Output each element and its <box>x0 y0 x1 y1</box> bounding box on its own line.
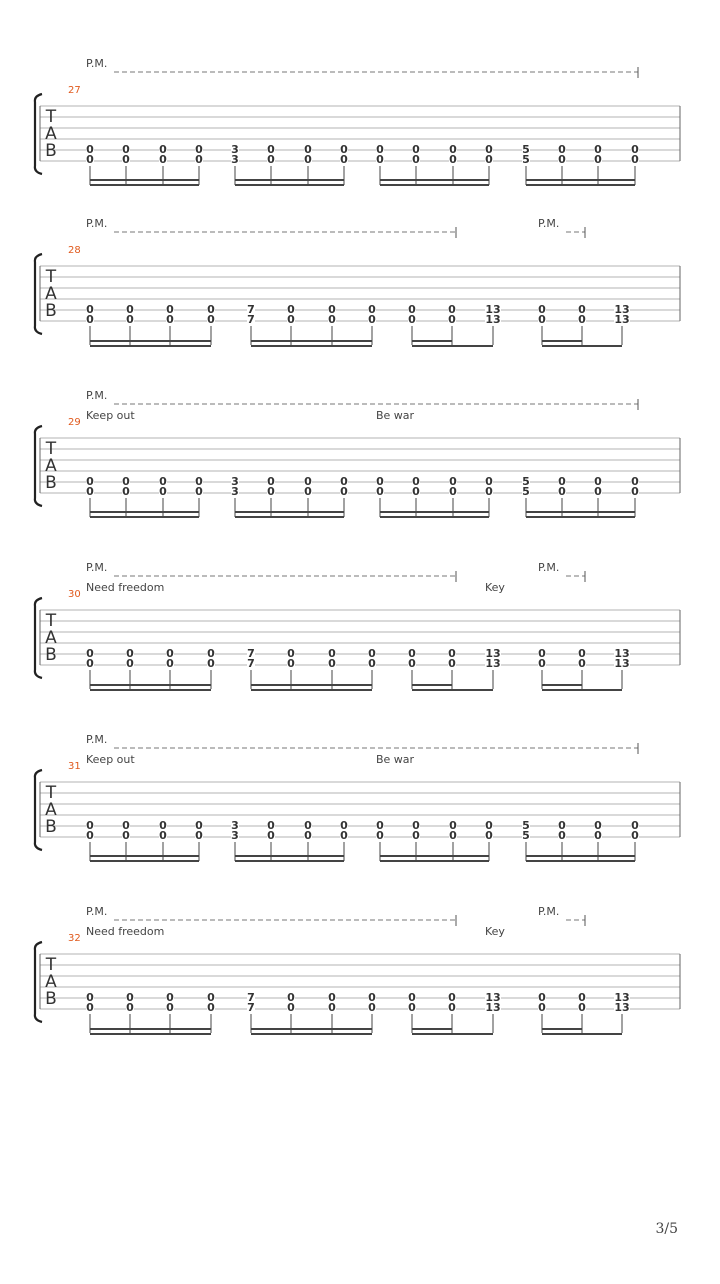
lyric-text: Be war <box>376 409 415 422</box>
fret-number: 0 <box>267 829 275 842</box>
fret-number: 0 <box>267 485 275 498</box>
fret-number: 0 <box>328 303 336 316</box>
fret-number: 13 <box>614 657 630 670</box>
fret-number: 0 <box>485 475 493 488</box>
tab-clef-letter: T <box>45 267 57 287</box>
fret-number: 0 <box>304 153 312 166</box>
fret-number: 0 <box>412 475 420 488</box>
fret-number: 0 <box>328 657 336 670</box>
fret-number: 0 <box>485 485 493 498</box>
fret-number: 0 <box>122 143 130 156</box>
fret-number: 0 <box>376 143 384 156</box>
fret-number: 3 <box>231 829 239 842</box>
fret-number: 0 <box>159 485 167 498</box>
fret-number: 0 <box>159 153 167 166</box>
fret-number: 0 <box>86 475 94 488</box>
lyric-text: Be war <box>376 753 415 766</box>
fret-number: 0 <box>195 153 203 166</box>
fret-number: 0 <box>485 819 493 832</box>
tab-clef-letter: A <box>45 972 57 992</box>
fret-number: 7 <box>247 1001 255 1014</box>
fret-number: 0 <box>449 829 457 842</box>
fret-number: 0 <box>86 819 94 832</box>
fret-number: 13 <box>485 647 501 660</box>
fret-number: 0 <box>594 143 602 156</box>
fret-number: 3 <box>231 485 239 498</box>
tab-system-29 <box>35 389 680 517</box>
fret-number: 0 <box>86 143 94 156</box>
tab-clef-letter: T <box>45 107 57 127</box>
tab-clef-letter: A <box>45 124 57 144</box>
fret-number: 5 <box>522 819 530 832</box>
fret-number: 0 <box>578 657 586 670</box>
fret-number: 0 <box>558 819 566 832</box>
fret-number: 0 <box>631 829 639 842</box>
fret-number: 0 <box>376 829 384 842</box>
fret-number: 0 <box>328 313 336 326</box>
fret-number: 0 <box>86 485 94 498</box>
fret-number: 0 <box>448 313 456 326</box>
fret-number: 0 <box>126 991 134 1004</box>
fret-number: 0 <box>449 485 457 498</box>
fret-number: 0 <box>122 153 130 166</box>
fret-number: 0 <box>449 475 457 488</box>
fret-number: 0 <box>126 303 134 316</box>
fret-number: 13 <box>485 1001 501 1014</box>
fret-number: 0 <box>376 153 384 166</box>
fret-number: 0 <box>340 819 348 832</box>
tab-system-28 <box>35 217 680 346</box>
fret-number: 13 <box>614 303 630 316</box>
fret-number: 0 <box>558 829 566 842</box>
palm-mute-label: P.M. <box>538 217 560 230</box>
fret-number: 0 <box>558 485 566 498</box>
fret-number: 0 <box>448 303 456 316</box>
page-number: 3/5 <box>655 1221 678 1237</box>
fret-number: 0 <box>86 303 94 316</box>
fret-number: 0 <box>126 647 134 660</box>
fret-number: 0 <box>207 303 215 316</box>
fret-number: 0 <box>412 485 420 498</box>
measure-number: 32 <box>68 933 81 944</box>
fret-number: 13 <box>485 657 501 670</box>
fret-number: 0 <box>448 991 456 1004</box>
fret-number: 0 <box>195 819 203 832</box>
fret-number: 0 <box>448 1001 456 1014</box>
fret-number: 0 <box>376 485 384 498</box>
fret-number: 0 <box>631 153 639 166</box>
fret-number: 0 <box>304 829 312 842</box>
fret-number: 0 <box>408 313 416 326</box>
tab-clef-letter: B <box>45 817 57 837</box>
fret-number: 0 <box>538 647 546 660</box>
fret-number: 5 <box>522 153 530 166</box>
fret-number: 5 <box>522 829 530 842</box>
palm-mute-label: P.M. <box>86 905 108 918</box>
tab-system-31 <box>35 733 680 861</box>
fret-number: 0 <box>122 475 130 488</box>
tab-clef-letter: T <box>45 611 57 631</box>
fret-number: 0 <box>287 991 295 1004</box>
fret-number: 0 <box>304 143 312 156</box>
fret-number: 0 <box>449 153 457 166</box>
fret-number: 0 <box>328 1001 336 1014</box>
fret-number: 0 <box>195 143 203 156</box>
fret-number: 0 <box>631 485 639 498</box>
fret-number: 0 <box>86 647 94 660</box>
fret-number: 0 <box>207 657 215 670</box>
fret-number: 13 <box>614 647 630 660</box>
palm-mute-label: P.M. <box>538 561 560 574</box>
fret-number: 0 <box>340 143 348 156</box>
fret-number: 0 <box>166 313 174 326</box>
fret-number: 0 <box>538 1001 546 1014</box>
fret-number: 0 <box>159 829 167 842</box>
measure-number: 28 <box>68 245 81 256</box>
fret-number: 7 <box>247 647 255 660</box>
fret-number: 0 <box>126 1001 134 1014</box>
fret-number: 0 <box>408 991 416 1004</box>
fret-number: 13 <box>485 991 501 1004</box>
tab-system-32 <box>35 905 680 1034</box>
fret-number: 0 <box>166 303 174 316</box>
fret-number: 0 <box>408 657 416 670</box>
fret-number: 0 <box>412 153 420 166</box>
tab-clef-letter: B <box>45 473 57 493</box>
fret-number: 13 <box>485 303 501 316</box>
tab-clef-letter: B <box>45 645 57 665</box>
fret-number: 0 <box>538 313 546 326</box>
lyric-text: Key <box>485 925 505 938</box>
fret-number: 0 <box>594 829 602 842</box>
fret-number: 0 <box>207 991 215 1004</box>
tab-clef-letter: B <box>45 141 57 161</box>
fret-number: 0 <box>594 485 602 498</box>
fret-number: 0 <box>376 819 384 832</box>
fret-number: 0 <box>558 475 566 488</box>
palm-mute-label: P.M. <box>86 389 108 402</box>
fret-number: 0 <box>86 313 94 326</box>
measure-number: 29 <box>68 417 81 428</box>
tab-system-27 <box>35 57 680 185</box>
tab-clef-letter: B <box>45 989 57 1009</box>
fret-number: 5 <box>522 475 530 488</box>
fret-number: 13 <box>614 991 630 1004</box>
fret-number: 13 <box>614 1001 630 1014</box>
fret-number: 0 <box>558 143 566 156</box>
fret-number: 0 <box>485 153 493 166</box>
fret-number: 0 <box>449 819 457 832</box>
fret-number: 0 <box>594 819 602 832</box>
fret-number: 0 <box>485 829 493 842</box>
palm-mute-label: P.M. <box>86 217 108 230</box>
fret-number: 3 <box>231 475 239 488</box>
fret-number: 0 <box>408 647 416 660</box>
fret-number: 0 <box>195 475 203 488</box>
fret-number: 0 <box>376 475 384 488</box>
lyric-text: Need freedom <box>86 925 165 938</box>
fret-number: 0 <box>449 143 457 156</box>
fret-number: 0 <box>408 1001 416 1014</box>
lyric-text: Need freedom <box>86 581 165 594</box>
fret-number: 0 <box>122 819 130 832</box>
fret-number: 0 <box>538 657 546 670</box>
fret-number: 0 <box>412 819 420 832</box>
fret-number: 0 <box>195 485 203 498</box>
fret-number: 0 <box>267 143 275 156</box>
fret-number: 0 <box>207 1001 215 1014</box>
fret-number: 0 <box>207 647 215 660</box>
palm-mute-label: P.M. <box>86 733 108 746</box>
fret-number: 7 <box>247 313 255 326</box>
fret-number: 0 <box>578 647 586 660</box>
palm-mute-label: P.M. <box>86 57 108 70</box>
fret-number: 0 <box>368 991 376 1004</box>
fret-number: 0 <box>159 819 167 832</box>
palm-mute-label: P.M. <box>538 905 560 918</box>
fret-number: 0 <box>195 829 203 842</box>
fret-number: 0 <box>166 657 174 670</box>
fret-number: 7 <box>247 657 255 670</box>
fret-number: 0 <box>578 303 586 316</box>
fret-number: 0 <box>594 475 602 488</box>
fret-number: 0 <box>408 303 416 316</box>
measure-number: 30 <box>68 589 81 600</box>
fret-number: 0 <box>578 313 586 326</box>
fret-number: 0 <box>578 991 586 1004</box>
tab-clef-letter: A <box>45 284 57 304</box>
lyric-text: Keep out <box>86 753 135 766</box>
fret-number: 0 <box>328 647 336 660</box>
measure-number: 31 <box>68 761 81 772</box>
fret-number: 0 <box>368 657 376 670</box>
fret-number: 0 <box>538 991 546 1004</box>
fret-number: 0 <box>448 647 456 660</box>
fret-number: 0 <box>578 1001 586 1014</box>
fret-number: 0 <box>304 485 312 498</box>
fret-number: 0 <box>287 657 295 670</box>
fret-number: 5 <box>522 485 530 498</box>
palm-mute-label: P.M. <box>86 561 108 574</box>
fret-number: 0 <box>631 143 639 156</box>
tab-clef-letter: T <box>45 783 57 803</box>
measure-number: 27 <box>68 85 81 96</box>
fret-number: 0 <box>304 819 312 832</box>
fret-number: 0 <box>631 819 639 832</box>
fret-number: 0 <box>340 829 348 842</box>
fret-number: 0 <box>368 1001 376 1014</box>
fret-number: 0 <box>207 313 215 326</box>
fret-number: 0 <box>267 819 275 832</box>
fret-number: 0 <box>86 991 94 1004</box>
fret-number: 7 <box>247 991 255 1004</box>
fret-number: 0 <box>86 153 94 166</box>
tab-clef-letter: B <box>45 301 57 321</box>
fret-number: 0 <box>340 485 348 498</box>
fret-number: 0 <box>166 1001 174 1014</box>
fret-number: 0 <box>340 475 348 488</box>
fret-number: 0 <box>412 143 420 156</box>
fret-number: 0 <box>166 647 174 660</box>
fret-number: 0 <box>86 657 94 670</box>
fret-number: 0 <box>328 991 336 1004</box>
tab-system-30 <box>35 561 680 690</box>
fret-number: 0 <box>287 1001 295 1014</box>
fret-number: 0 <box>485 143 493 156</box>
fret-number: 3 <box>231 143 239 156</box>
tab-clef-letter: T <box>45 439 57 459</box>
fret-number: 0 <box>631 475 639 488</box>
fret-number: 0 <box>448 657 456 670</box>
fret-number: 7 <box>247 303 255 316</box>
tab-clef-letter: A <box>45 456 57 476</box>
fret-number: 0 <box>558 153 566 166</box>
fret-number: 0 <box>122 829 130 842</box>
tab-clef-letter: A <box>45 800 57 820</box>
fret-number: 3 <box>231 819 239 832</box>
fret-number: 0 <box>86 1001 94 1014</box>
fret-number: 0 <box>86 829 94 842</box>
fret-number: 0 <box>267 153 275 166</box>
fret-number: 0 <box>340 153 348 166</box>
lyric-text: Key <box>485 581 505 594</box>
fret-number: 0 <box>126 313 134 326</box>
fret-number: 0 <box>412 829 420 842</box>
fret-number: 0 <box>287 647 295 660</box>
fret-number: 5 <box>522 143 530 156</box>
tab-clef-letter: T <box>45 955 57 975</box>
fret-number: 13 <box>614 313 630 326</box>
lyric-text: Keep out <box>86 409 135 422</box>
fret-number: 0 <box>267 475 275 488</box>
fret-number: 0 <box>287 303 295 316</box>
fret-number: 0 <box>368 303 376 316</box>
fret-number: 0 <box>166 991 174 1004</box>
fret-number: 0 <box>368 313 376 326</box>
fret-number: 0 <box>538 303 546 316</box>
fret-number: 0 <box>594 153 602 166</box>
fret-number: 0 <box>304 475 312 488</box>
fret-number: 0 <box>126 657 134 670</box>
tab-clef-letter: A <box>45 628 57 648</box>
fret-number: 3 <box>231 153 239 166</box>
fret-number: 0 <box>122 485 130 498</box>
fret-number: 0 <box>159 475 167 488</box>
fret-number: 13 <box>485 313 501 326</box>
fret-number: 0 <box>287 313 295 326</box>
fret-number: 0 <box>159 143 167 156</box>
fret-number: 0 <box>368 647 376 660</box>
